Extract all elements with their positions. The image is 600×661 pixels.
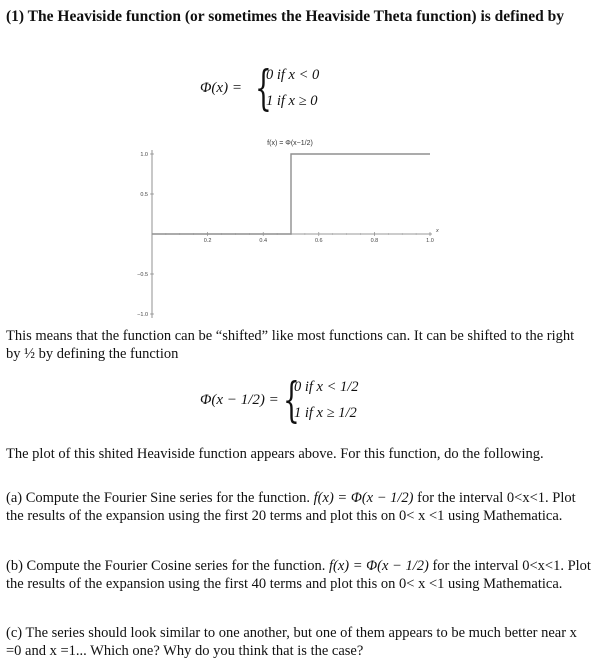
def1-case2: 1 if x ≥ 0: [266, 93, 318, 109]
series-line: [152, 154, 430, 234]
part-b: [6, 557, 591, 593]
def1-brace: {: [255, 60, 272, 116]
part-a-function: f(x) = Φ(x − 1/2): [313, 490, 414, 506]
y-tick-label: −1.0: [137, 312, 148, 318]
y-tick-label: −0.5: [137, 272, 148, 278]
paragraph-plot-note: The plot of this shited Heaviside function appears above. For this function, do the following.: [6, 446, 544, 462]
part-b-function: f(x) = Φ(x − 1/2): [328, 558, 429, 574]
problem-heading: (1) The Heaviside function (or sometimes the Heaviside Theta function) is defined by: [6, 8, 564, 25]
x-axis-label: x: [436, 228, 439, 234]
def1-case1: 0 if x < 0: [266, 67, 320, 83]
part-b-text-2: for the interval 0<x<1. Plot the results of the expansion using the first 40 terms and plot this on 0< x <1 using Mathematica.: [6, 558, 591, 592]
x-tick-label: 0.2: [203, 238, 212, 244]
y-tick-label: 1.0: [140, 152, 148, 158]
def1-lhs: Φ(x) =: [200, 80, 242, 96]
chart-title: f(x) = Φ(x−1/2): [267, 140, 313, 147]
y-tick-label: 0.5: [140, 192, 148, 198]
chart-marks: [152, 154, 430, 234]
part-a: [6, 489, 591, 525]
paragraph-shift-intro: This means that the function can be “shifted” like most functions can. It can be shifted to the right by ½ by defining the function: [6, 328, 575, 362]
x-tick-label: 0.8: [370, 238, 379, 244]
def2-case1: 0 if x < 1/2: [294, 379, 359, 395]
x-tick-label: 1.0: [426, 238, 434, 244]
x-tick-label: 0.4: [259, 238, 268, 244]
x-tick-label: 0.6: [314, 238, 323, 244]
def2-brace: {: [283, 372, 300, 428]
part-a-text-2: for the interval 0<x<1. Plot the results of the expansion using the first 20 terms and plot this on 0< x <1 using Mathematica.: [6, 490, 576, 524]
part-c: (c) The series should look similar to one another, but one of them appears to be much better near x =0 and x =1... Which one? Why do you think that is the case?: [6, 625, 577, 659]
part-b-text-1: (b) Compute the Fourier Cosine series for the function.: [6, 558, 329, 574]
def2-case2: 1 if x ≥ 1/2: [294, 405, 357, 421]
def2-lhs: Φ(x − 1/2) =: [200, 392, 279, 408]
part-a-text-1: (a) Compute the Fourier Sine series for the function.: [6, 490, 314, 506]
heaviside-shifted-plot: [130, 130, 450, 330]
